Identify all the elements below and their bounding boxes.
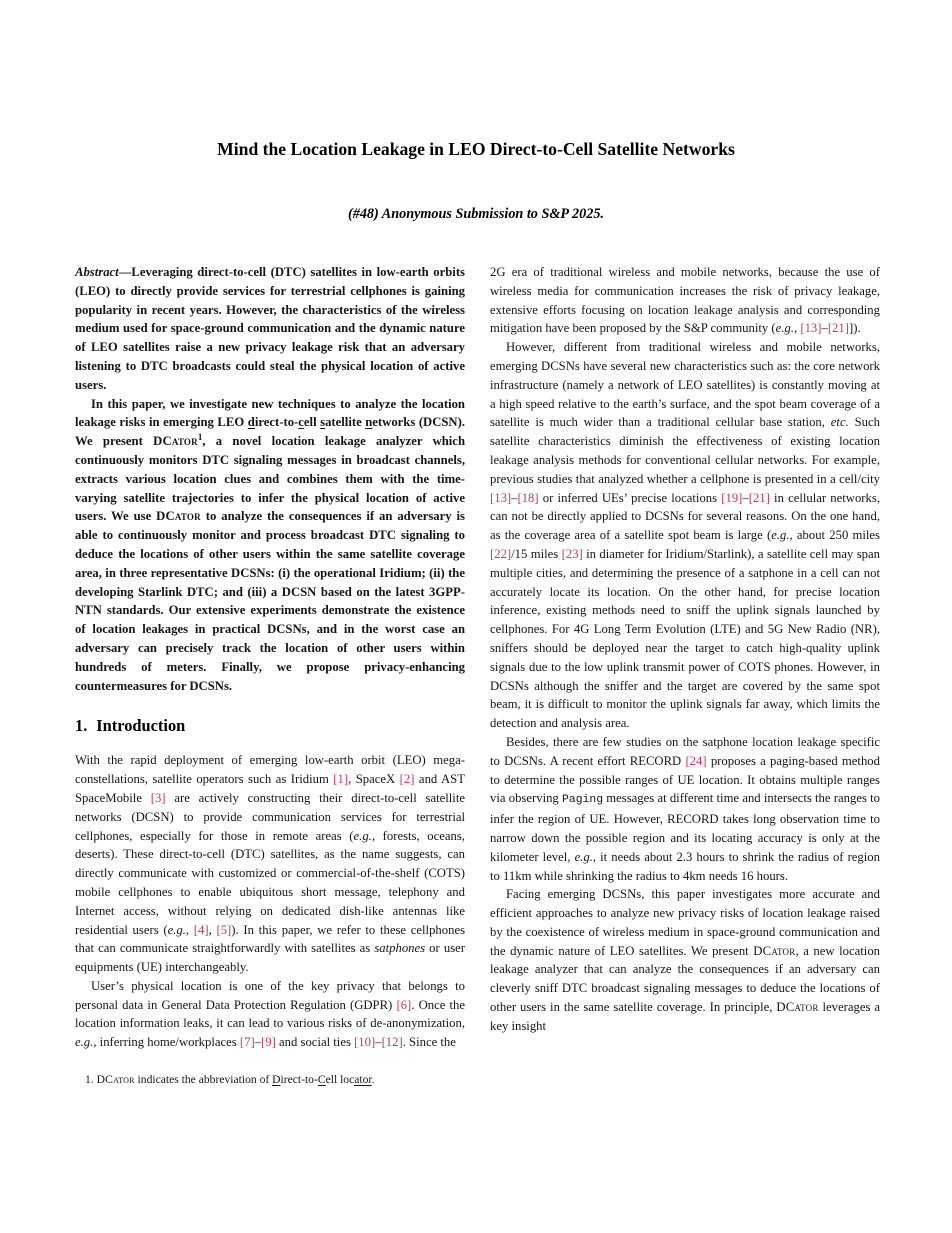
- text-run: it needs about 2.3 hours to shrink the radius of region to 11km while shrinking the radius to 4km needs 16 hours.: [490, 849, 880, 883]
- text-run: , SpaceX: [348, 772, 400, 787]
- text-run: messages at different time and intersects the ranges to infer the region of UE. However, RECORD takes long observation time to narrow down the possible region and its locating accuracy is only at the kilometer level,: [490, 791, 880, 864]
- text-run: , a new location leakage analyzer that can analyze the consequences if an adversary can cleverly sniff DTC broadcast signaling messages to deduce the locations of other users in the same satellite coverage. In principle,: [490, 943, 881, 1015]
- text-run: Abstract: [75, 265, 119, 279]
- left-column: [75, 263, 465, 1087]
- text-run: or user equipments (UE) interchangeably.: [75, 941, 465, 975]
- text-run: –: [821, 321, 828, 336]
- paragraph: [490, 263, 880, 338]
- citation-link[interactable]: [2]: [399, 772, 415, 787]
- text-run: Facing emerging DCSNs, this paper investigates more accurate and efficient approaches to analyze new privacy risks of location leakage raised by the coexistence of wireless medium in space-ground communication and the dynamic nature of LEO satellites. We present: [490, 887, 880, 958]
- text-run: in diameter for Iridium/Starlink), a satellite cell may span multiple cities, and determining the presence of a satphone in a cell can not accurately locate its location. On the other hand, for precise location inference, existing methods need to sniff the uplink signals launched by cellphones. For 4G Long Term Evolution (LTE) and 5G New Radio (NR), sniffers should be deployed near the target to catch high-quality uplink signals due to the low uplink transmit power of COTS phones. However, in DCSNs although the sniffer and the target are covered by the same spot beam, it is difficult to monitor the uplink signals far away, which limits the detection and analysis area.: [490, 546, 880, 731]
- citation-link[interactable]: [21]: [827, 321, 849, 336]
- smallcaps-term: DCator: [156, 509, 201, 524]
- citation-link[interactable]: [10]: [354, 1035, 376, 1050]
- citation-link[interactable]: [24]: [685, 753, 707, 768]
- text-run: With the rapid deployment of emerging low-earth orbit (LEO) mega-constellations, satellite operators such as Iridium: [75, 753, 465, 787]
- text-run: inferring home/workplaces: [96, 1035, 240, 1050]
- text-run: indicates the abbreviation of: [134, 1073, 273, 1087]
- paper-title: Mind the Location Leakage in LEO Direct-to-Cell Satellite Networks: [217, 139, 735, 159]
- text-run: e.g.,: [353, 828, 376, 843]
- text-run: . Once the location information leaks, it can lead to various risks of de-anonymization,: [75, 997, 466, 1031]
- citation-link[interactable]: [4]: [193, 922, 209, 937]
- text-run: s: [320, 415, 326, 430]
- text-run: e.g.,: [574, 849, 597, 864]
- citation-link[interactable]: [3]: [150, 790, 166, 805]
- text-run: n: [365, 415, 373, 430]
- text-run: ]).: [848, 321, 861, 336]
- text-run: Besides, there are few studies on the satphone location leakage specific to DCSNs. A recent effort RECORD: [490, 734, 880, 768]
- citation-link[interactable]: [13]: [490, 490, 512, 505]
- text-run: irect-to-: [280, 1073, 318, 1087]
- text-run: d: [247, 415, 255, 430]
- smallcaps-term: DCator: [96, 1073, 135, 1087]
- introduction-body: [75, 751, 465, 1052]
- citation-link[interactable]: [22]: [490, 546, 512, 561]
- citation-link[interactable]: [7]: [239, 1035, 255, 1050]
- text-run: ,: [208, 922, 217, 937]
- text-run: proposes a paging-based method to determine the possible ranges of UE location. It obtains multiple ranges via observing: [490, 753, 880, 806]
- footnote: [75, 1072, 465, 1087]
- code-term: Paging: [562, 794, 604, 807]
- citation-link[interactable]: [9]: [261, 1035, 276, 1050]
- text-run: .: [371, 1073, 375, 1087]
- text-run: c: [298, 415, 304, 430]
- section-heading-introduction: [75, 716, 465, 736]
- citation-link[interactable]: [6]: [396, 997, 412, 1012]
- text-run: forests, oceans, deserts). These direct-to-cell (DTC) satellites, as the name suggests, can directly communicate with customized or commercial-of-the-shelf (COTS) mobile cellphones to enable ubiquitous short message, telephony and Internet access, without relying on dedicated dish-like antennas like residential users (: [75, 828, 465, 937]
- citation-link[interactable]: [1]: [333, 772, 349, 787]
- citation-link[interactable]: [19]: [721, 490, 743, 505]
- text-run: and AST SpaceMobile: [75, 772, 465, 805]
- text-run: ell loc: [325, 1073, 355, 1087]
- text-run: leverages a key insight: [490, 1000, 880, 1033]
- text-run: 2G era of traditional wireless and mobile networks, because the use of wireless media for communication increases the risk of privacy leakage, extensive efforts focusing on location leakage analysis and corresponding mitigation have been proposed by the S&P community (: [490, 265, 880, 336]
- text-run: –: [254, 1035, 262, 1050]
- text-run: in cellular networks, can not be directly applied to DCSNs for several reasons. On the one hand, as the coverage area of a satellite spot beam is large (: [490, 490, 880, 543]
- text-run: C: [317, 1073, 326, 1087]
- two-column-layout: [75, 263, 880, 1087]
- text-run: . Since the: [402, 1035, 456, 1050]
- text-run: ell: [303, 415, 321, 430]
- text-run: –: [511, 490, 518, 505]
- paragraph: [75, 395, 465, 696]
- text-run: etc.: [830, 415, 849, 430]
- paragraph: [490, 885, 880, 1035]
- abstract-section: [75, 263, 465, 695]
- citation-link[interactable]: [18]: [517, 490, 539, 505]
- text-run: e.g.,: [771, 528, 793, 543]
- citation-link[interactable]: [5]: [216, 922, 232, 937]
- smallcaps-term: DCator: [776, 1000, 819, 1015]
- text-run: D: [272, 1073, 281, 1087]
- text-run: –: [375, 1035, 382, 1050]
- text-run: satphones: [374, 941, 426, 956]
- smallcaps-term: DCator: [753, 943, 796, 958]
- text-run: or inferred UEs’ precise locations: [538, 490, 722, 505]
- section-number: 1.: [75, 716, 88, 736]
- paragraph: [490, 338, 880, 733]
- text-run: /15 miles: [511, 546, 562, 561]
- text-run: ). In this paper, we refer to these cellphones that can communicate straightforwardly with satellites as: [75, 922, 466, 956]
- citation-link[interactable]: [21]: [748, 490, 770, 505]
- paragraph: [75, 977, 465, 1052]
- citation-link[interactable]: [23]: [561, 546, 583, 561]
- text-run: about 250 miles: [792, 528, 880, 543]
- text-run: etworks (DCSN). We present: [75, 415, 465, 449]
- right-column: [490, 263, 880, 1087]
- citation-link[interactable]: [12]: [381, 1035, 403, 1050]
- text-run: —Leveraging direct-to-cell (DTC) satellites in low-earth orbits (LEO) to directly provide services for terrestrial cellphones is gaining popularity in recent years. However, the characteristics of the wireless medium used for space-ground communication and the dynamic nature of LEO satellites raise a new privacy leakage risk that an adversary listening to DTC broadcasts could steal the physical location of active users.: [75, 265, 465, 392]
- text-run: are actively constructing their direct-to-cell satellite networks (DCSN) to provide communication services for terrestrial cellphones, especially for those in remote areas (: [75, 790, 465, 843]
- text-run: and social ties: [275, 1035, 355, 1050]
- paragraph: [75, 751, 465, 977]
- text-run: Such satellite characteristics diminish the effectiveness of existing location leakage analysis methods for conventional cellular networks. For example, previous studies that analyzed whether a cellphone is presented in a cell/city: [490, 415, 880, 486]
- footnote-marker[interactable]: 1: [197, 431, 203, 442]
- paragraph: [490, 733, 880, 885]
- smallcaps-term: DCator: [153, 434, 198, 449]
- text-run: 1.: [85, 1073, 97, 1087]
- text-run: In this paper, we investigate new techniques to analyze the location leakage risks in emerging LEO: [75, 396, 465, 430]
- text-run: e.g.,: [75, 1035, 97, 1050]
- text-run: User’s physical location is one of the key privacy that belongs to personal data in General Data Protection Regulation (GDPR): [75, 978, 465, 1012]
- paper-subtitle: (#48) Anonymous Submission to S&P 2025.: [348, 206, 604, 222]
- text-run: e.g.,: [775, 321, 798, 336]
- text-run: to analyze the consequences if an adversary is able to continuously monitor and process broadcast DTC signaling to deduce the locations of other users within the same satellite coverage area, in three representative DCSNs: (i) the operational Iridium; (ii) the developing Starlink DTC; and (iii) a DCSN based on the latest 3GPP-NTN standards. Our extensive experiments demonstrate the existence of location leakages in practical DCSNs, and in the worst case an adversary can precisely track the location of other users within hundreds of meters. Finally, we propose privacy-enhancing countermeasures for DCSNs.: [75, 509, 465, 693]
- text-run: irect-to-: [254, 415, 299, 430]
- text-run: atellite: [325, 415, 366, 430]
- text-run: –: [742, 490, 749, 505]
- text-run: ator: [354, 1073, 372, 1087]
- section-title: Introduction: [96, 716, 186, 736]
- text-run: e.g.,: [167, 922, 190, 937]
- citation-link[interactable]: [13]: [800, 321, 822, 336]
- text-run: , a novel location leakage analyzer which continuously monitors DTC signaling messages in broadcast channels, extracts various location clues and combines them with the time-varying satellite trajectories to infer the physical location of active users. We use: [75, 434, 465, 524]
- text-run: However, different from traditional wireless and mobile networks, emerging DCSNs have several new characteristics such as: the core network infrastructure (namely a network of LEO satellites) is constantly moving at a high speed relative to the earth’s surface, and the spot beam coverage of a satellite is much wider than a traditional cellular base station,: [490, 340, 880, 430]
- paragraph: [75, 263, 465, 395]
